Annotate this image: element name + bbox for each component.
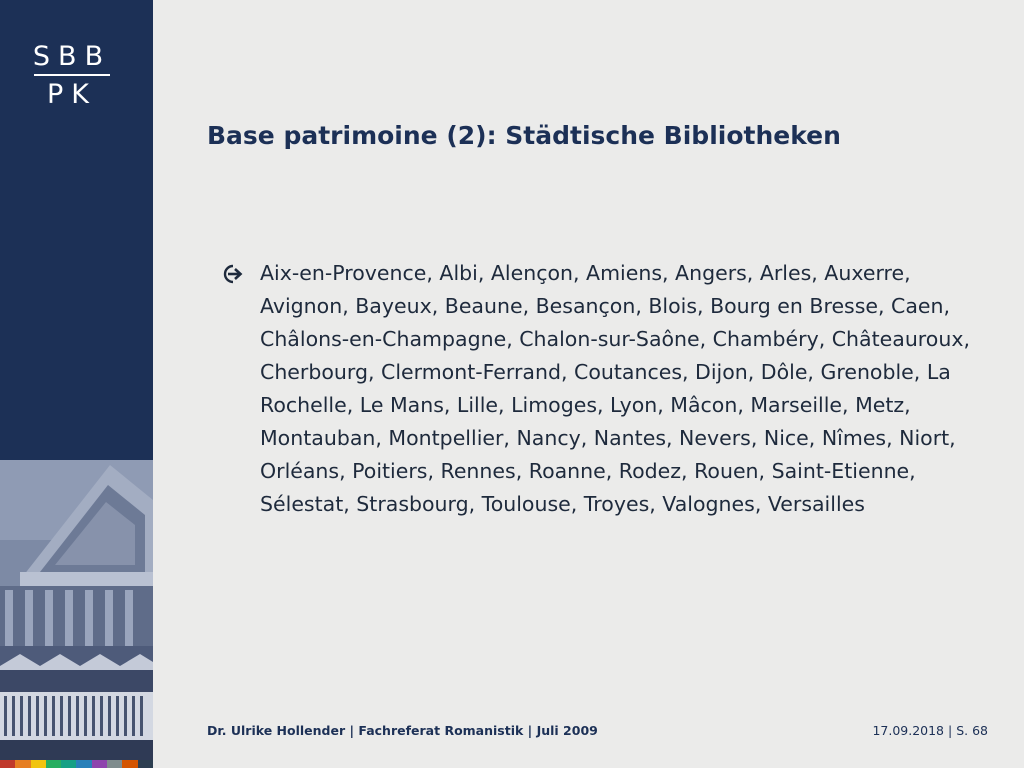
color-swatch (76, 760, 91, 768)
slide-title: Base patrimoine (2): Städtische Bibliotheken (207, 121, 841, 150)
color-swatch (107, 760, 122, 768)
color-swatch (15, 760, 30, 768)
logo-line-1: SBB (32, 41, 112, 72)
color-swatch (122, 760, 137, 768)
footer-separator: | (948, 723, 953, 738)
footer-author: Dr. Ulrike Hollender | Fachreferat Romanistik | Juli 2009 (207, 723, 598, 738)
logo-divider (34, 74, 110, 76)
color-swatch (138, 760, 153, 768)
color-swatch (46, 760, 61, 768)
color-swatch (92, 760, 107, 768)
sidebar (0, 0, 153, 768)
color-swatch (31, 760, 46, 768)
building-photo (0, 460, 153, 760)
logo-line-2: PK (47, 79, 97, 110)
sbb-pk-logo (30, 42, 114, 110)
color-swatch (0, 760, 15, 768)
circled-arrow-right-icon (222, 263, 244, 285)
bullet-item (222, 257, 982, 521)
footer-page-number: S. 68 (956, 723, 988, 738)
footer-page-info (872, 722, 988, 740)
color-swatch (61, 760, 76, 768)
bullet-text: Aix-en-Provence, Albi, Alençon, Amiens, Angers, Arles, Auxerre, Avignon, Bayeux, Beaune, Besançon, Blois, Bourg en Bresse, Caen, Châlons-en-Champagne, Chalon-sur-Saône, Chambéry, Châteauroux, Cherbourg, Clermont-Ferrand, Coutances, Dijon, Dôle, Grenoble, La Rochelle, Le Mans, Lille, Limoges, Lyon, Mâcon, Marseille, Metz, Montauban, Montpellier, Nancy, Nantes, Nevers, Nice, Nîmes, Niort, Orléans, Poitiers, Rennes, Roanne, Rodez, Rouen, Saint-Etienne, Sélestat, Strasbourg, Toulouse, Troyes, Valognes, Versailles (260, 261, 970, 516)
color-strip (0, 760, 153, 768)
footer-date: 17.09.2018 (872, 723, 945, 738)
